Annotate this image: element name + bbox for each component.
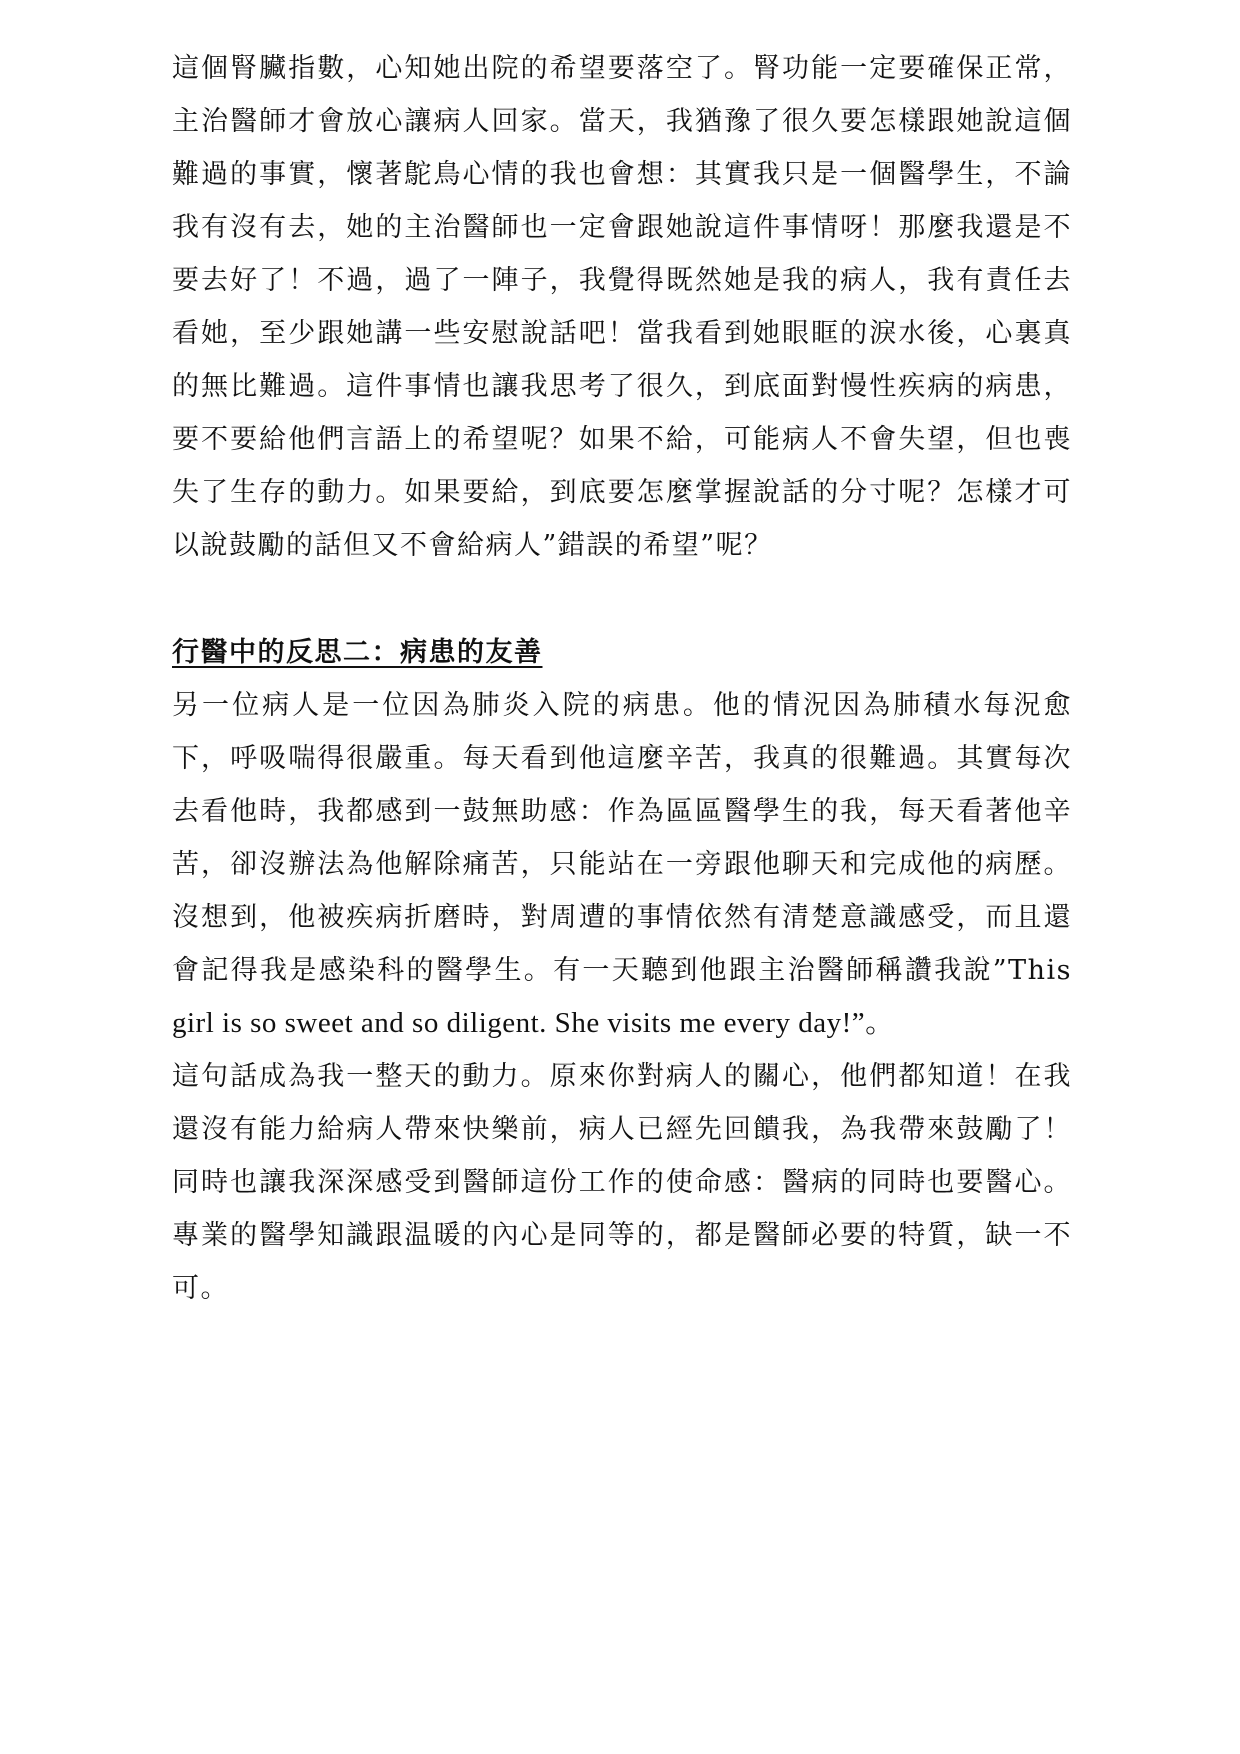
paragraph-gap [172,572,1072,626]
section-heading: 行醫中的反思二：病患的友善 [172,637,543,668]
paragraph-line: 主治醫師才會放心讓病人回家。當天，我猶豫了很久要怎樣跟她說這個 [172,106,1072,137]
paragraph-line: 以說鼓勵的話但又不會給病人”錯誤的希望”呢？ [172,530,773,561]
paragraph-line: 沒想到，他被疾病折磨時，對周遭的事情依然有清楚意識感受，而且還 [172,902,1072,933]
paragraph-line: 還沒有能力給病人帶來快樂前，病人已經先回饋我，為我帶來鼓勵了！ [172,1114,1072,1145]
paragraph-line: 的無比難過。這件事情也讓我思考了很久，到底面對慢性疾病的病患， [172,371,1072,402]
paragraph-line: 看她，至少跟她講一些安慰說話吧！當我看到她眼眶的淚水後，心裏真 [172,318,1072,349]
paragraph-line: 這句話成為我一整天的動力。原來你對病人的關心，他們都知道！在我 [172,1061,1072,1092]
paragraph-line: 要去好了！不過，過了一陣子，我覺得既然她是我的病人，我有責任去 [172,265,1072,296]
paragraph-line: girl is so sweet and so diligent. She visits me every day!”。 [172,1007,895,1039]
paragraph-line: 去看他時，我都感到一鼓無助感：作為區區醫學生的我，每天看著他辛 [172,796,1072,827]
paragraph-line: 專業的醫學知識跟温暖的內心是同等的，都是醫師必要的特質，缺一不 [172,1220,1072,1251]
paragraph-line: 這個腎臟指數，心知她出院的希望要落空了。腎功能一定要確保正常， [172,53,1072,84]
paragraph-line: 我有沒有去，她的主治醫師也一定會跟她說這件事情呀！那麼我還是不 [172,212,1072,243]
paragraph-line: 下，呼吸喘得很嚴重。每天看到他這麼辛苦，我真的很難過。其實每次 [172,743,1072,774]
paragraph-line: 可。 [172,1273,229,1304]
paragraph-line: 失了生存的動力。如果要給，到底要怎麼掌握說話的分寸呢？怎樣才可 [172,477,1072,508]
paragraph-line: 苦，卻沒辦法為他解除痛苦，只能站在一旁跟他聊天和完成他的病歷。 [172,849,1072,880]
paragraph-line: 難過的事實，懷著鴕鳥心情的我也會想：其實我只是一個醫學生，不論 [172,159,1072,190]
paragraph-line: 要不要給他們言語上的希望呢？如果不給，可能病人不會失望，但也喪 [172,424,1072,455]
paragraph-2 [172,679,1072,1315]
paragraph-1 [172,42,1072,572]
paragraph-line: 同時也讓我深深感受到醫師這份工作的使命感：醫病的同時也要醫心。 [172,1167,1072,1198]
paragraph-line: 會記得我是感染科的醫學生。有一天聽到他跟主治醫師稱讚我說”This [172,955,1072,986]
document-page [172,42,1072,1315]
paragraph-line: 另一位病人是一位因為肺炎入院的病患。他的情況因為肺積水每況愈 [172,690,1072,721]
